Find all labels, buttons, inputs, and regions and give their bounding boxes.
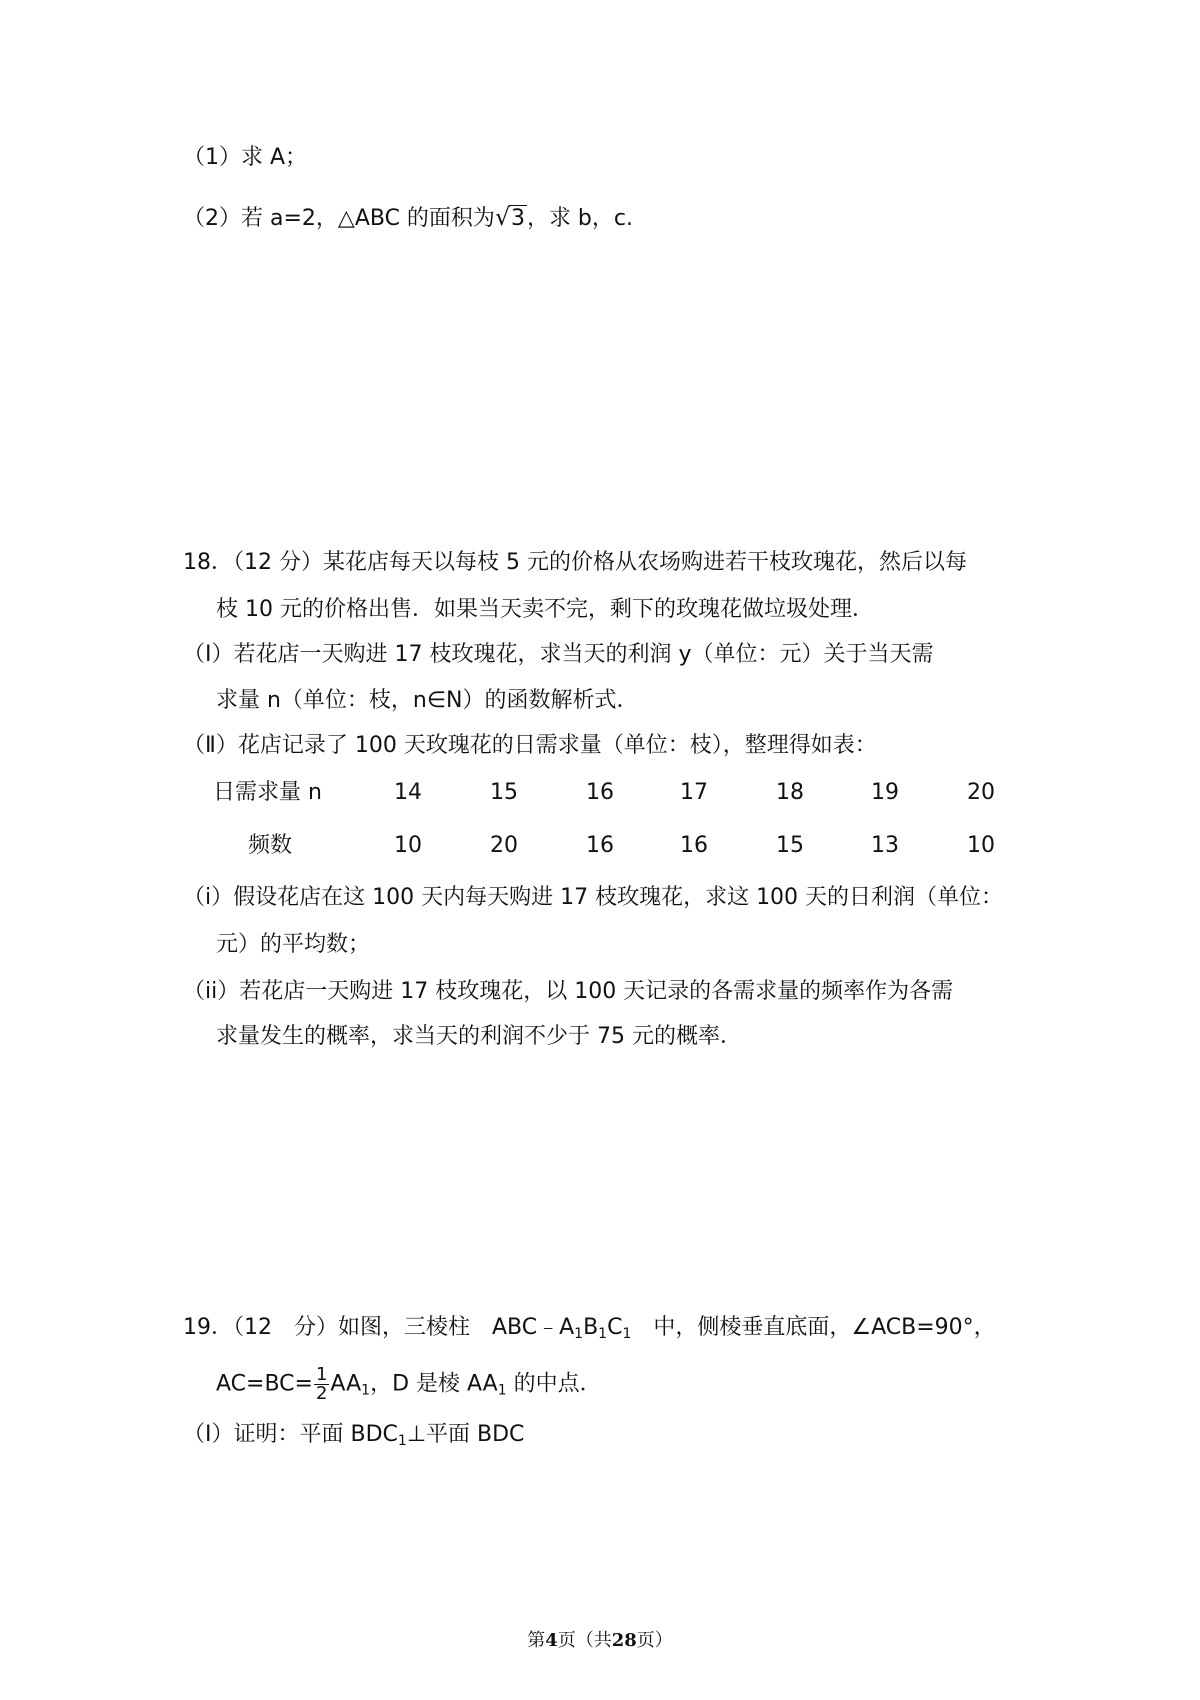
q17-part2 [183, 204, 633, 234]
q17-part2-suffix: ，求 b，c. [526, 206, 633, 231]
q19-part1: （Ⅰ）证明：平面 $BDC_1\perp$平面 BDC [183, 1422, 525, 1449]
table-row2-label: 频数 [248, 833, 293, 858]
q18-line1: 18．（12 分）某花店每天以每枝 5 元的价格从农场购进若干枝玫瑰花，然后以每 [183, 550, 967, 575]
table-cell: 20 [490, 833, 518, 858]
table-cell: 17 [680, 780, 708, 805]
fraction-one-half: $\frac{1}{2}$ [315, 1364, 328, 1404]
q18-line2: 枝 10 元的价格出售．如果当天卖不完，剩下的玫瑰花做垃圾处理． [216, 597, 874, 622]
q17-part2-prefix: （2）若 a=2，△ABC 的面积为 [183, 206, 495, 231]
table-cell: 16 [680, 833, 708, 858]
sqrt-symbol: √ 3 [494, 203, 525, 231]
table-cell: 16 [586, 833, 614, 858]
table-cell: 19 [871, 780, 899, 805]
q18-sub-ii-line2: 求量发生的概率，求当天的利润不少于 75 元的概率． [216, 1024, 742, 1049]
table-cell: 15 [776, 833, 804, 858]
q18-part2-line1: （Ⅱ）花店记录了 100 天玫瑰花的日需求量（单位：枝），整理得如表： [183, 733, 877, 758]
page-number: 4 [545, 1630, 558, 1651]
table-cell: 15 [490, 780, 518, 805]
q19-line2: AC=BC= $\frac{1}{2}$ $AA_1$，D 是棱 $AA_1$ 的中点． [216, 1364, 602, 1404]
table-cell: 18 [776, 780, 804, 805]
table-cell: 10 [967, 833, 995, 858]
q18-sub-i-line2: 元）的平均数； [216, 932, 371, 957]
table-cell: 10 [394, 833, 422, 858]
q19-line1: 19．（12 分）如图，三棱柱 $ABC﹣A_1B_1C_1$ 中，侧棱垂直底面，∠ACB=90°， [183, 1315, 996, 1342]
q17-part1: （1）求 A； [183, 145, 308, 170]
table-cell: 14 [394, 780, 422, 805]
table-cell: 20 [967, 780, 995, 805]
q18-sub-i-line1: （i）假设花店在这 100 天内每天购进 17 枝玫瑰花，求这 100 天的日利润（单位： [183, 885, 1004, 910]
page-footer: 第4页（共28页） [527, 1630, 673, 1651]
table-cell: 13 [871, 833, 899, 858]
table-row1-label: 日需求量 n [213, 780, 322, 805]
q18-sub-ii-line1: （ii）若花店一天购进 17 枝玫瑰花，以 100 天记录的各需求量的频率作为各需 [183, 979, 954, 1004]
q18-part1-line2: 求量 n（单位：枝，n∈N）的函数解析式． [216, 688, 639, 713]
table-cell: 16 [586, 780, 614, 805]
q18-part1-line1: （Ⅰ）若花店一天购进 17 枝玫瑰花，求当天的利润 y（单位：元）关于当天需 [183, 642, 934, 667]
page-total: 28 [611, 1630, 637, 1651]
